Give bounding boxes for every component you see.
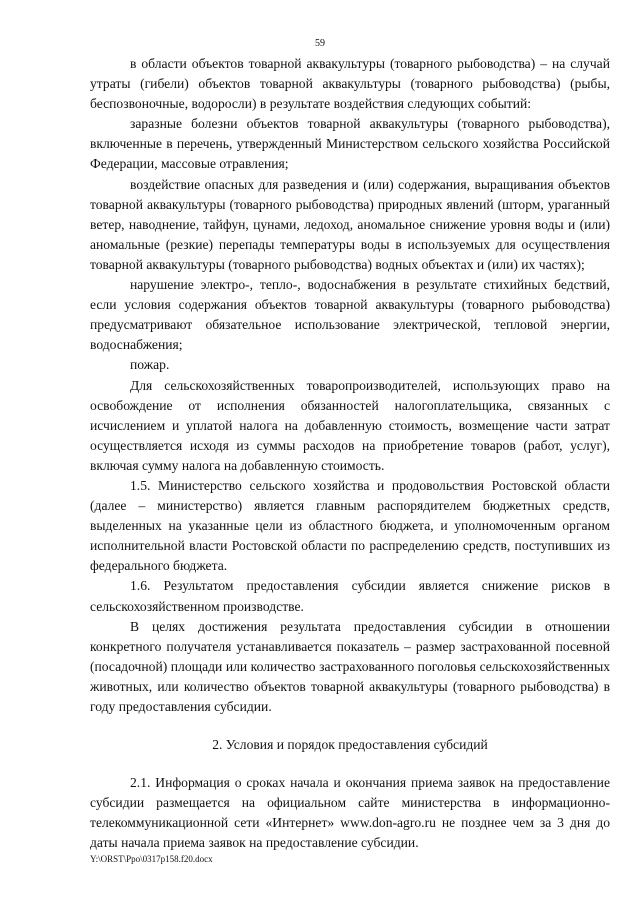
document-body [90,54,610,854]
paragraph: 1.6. Результатом предоставления субсидии является снижение рисков в сельскохозяйственном производстве. [90,578,610,614]
paragraph: воздействие опасных для разведения и (или) содержания, выращивания объектов товарной аквакультуры (товарного рыбоводства) природных явлений (шторм, ураганный ветер, наводнение, тайфун, цунами, ледоход, аномальное снижение уровня воды и (или) аномальные (резкие) перепады температуры воды в используемых для осуществления товарной аквакультуры (товарного рыбоводства) водных объектах и (или) их частях); [90,176,610,272]
page-number: 59 [315,38,325,49]
paragraph: пожар. [130,357,170,373]
section-heading: 2. Условия и порядок предоставления субсидий [212,737,488,753]
paragraph: заразные болезни объектов товарной аквакультуры (товарного рыбоводства), включенные в перечень, утвержденный Министерством сельского хозяйства Российской Федерации, массовые отравления; [90,116,610,172]
footer-file-path: Y:\ORST\Ppo\0317p158.f20.docx [90,854,213,864]
paragraph: 1.5. Министерство сельского хозяйства и продовольствия Ростовской области (далее – министерство) является главным распорядителем бюджетных средств, выделенных на указанные цели из областного бюджета, и уполномоченным органом исполнительной власти Ростовской области по распределению средств, поступивших из федерального бюджета. [90,477,610,574]
paragraph: в области объектов товарной аквакультуры (товарного рыбоводства) – на случай утраты (гибели) объектов товарной аквакультуры (товарного рыбоводства) (рыбы, беспозвоночные, водоросли) в результате воздействия следующих событий: [90,56,610,112]
paragraph: нарушение электро-, тепло-, водоснабжения в результате стихийных бедствий, если условия содержания объектов товарной аквакультуры (товарного рыбоводства) предусматривают обязательное использование электрической, тепловой энергии, водоснабжения; [90,277,610,353]
paragraph: В целях достижения результата предоставления субсидии в отношении конкретного получателя устанавливается показатель – размер застрахованной посевной (посадочной) площади или количество застрахованного поголовья сельскохозяйственных животных, или количество объектов товарной аквакультуры (товарного рыбоводства) в году предоставления субсидии. [90,618,610,714]
paragraph: Для сельскохозяйственных товаропроизводителей, использующих право на освобождение от исполнения обязанностей налогоплательщика, связанных с исчислением и уплатой налога на добавленную стоимость, возмещение части затрат осуществляется исходя из суммы расходов на приобретение товаров (работ, услуг), включая сумму налога на добавленную стоимость. [90,377,610,473]
paragraph: 2.1. Информация о сроках начала и окончания приема заявок на предоставление субсидии размещается на официальном сайте министерства в информационно-телекоммуникационной сети «Интернет» www.don-agro.ru не позднее чем за 3 дня до даты начала приема заявок на предоставление субсидии. [90,775,610,851]
